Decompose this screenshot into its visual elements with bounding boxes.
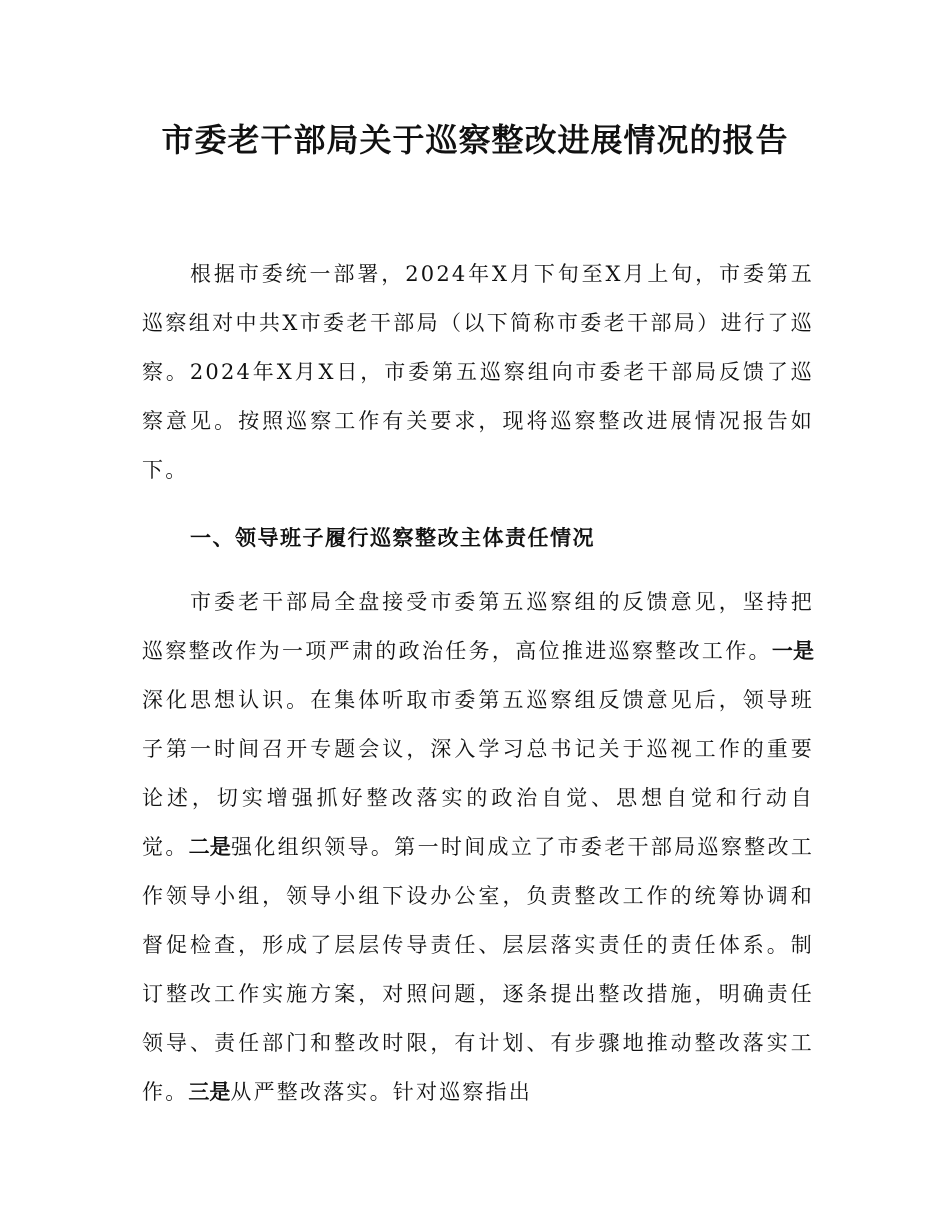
point-label-1: 一是	[771, 639, 815, 663]
point-text-1: 深化思想认识。在集体听取市委第五巡察组反馈意见后，领导班子第一时间召开专题会议，深入学习总书记关于巡视工作的重要论述，切实增强抓好整改落实的政治自觉、思想自觉和行动自觉。	[142, 688, 814, 859]
intro-paragraph: 根据市委统一部署，2024年X月下旬至X月上旬，市委第五巡察组对中共X市委老干部局（以下简称市委老干部局）进行了巡察。2024年X月X日，市委第五巡察组向市委老干部局反馈了巡察意见。按照巡察工作有关要求，现将巡察整改进展情况报告如下。	[142, 262, 814, 482]
section-paragraph	[142, 578, 814, 1117]
point-label-2: 二是	[188, 835, 231, 859]
section-lead: 市委老干部局全盘接受市委第五巡察组的反馈意见，坚持把巡察整改作为一项严肃的政治任务，高位推进巡察整改工作。	[142, 590, 814, 663]
section-heading: 一、领导班子履行巡察整改主体责任情况	[190, 526, 595, 550]
point-label-3: 三是	[188, 1080, 231, 1104]
point-text-3: 从严整改落实。针对巡察指出	[230, 1080, 533, 1104]
document-title: 市委老干部局关于巡察整改进展情况的报告	[161, 121, 789, 159]
point-text-2: 强化组织领导。第一时间成立了市委老干部局巡察整改工作领导小组，领导小组下设办公室，负责整改工作的统筹协调和督促检查，形成了层层传导责任、层层落实责任的责任体系。制订整改工作实施方案，对照问题，逐条提出整改措施，明确责任领导、责任部门和整改时限，有计划、有步骤地推动整改落实工作。	[142, 835, 815, 1104]
